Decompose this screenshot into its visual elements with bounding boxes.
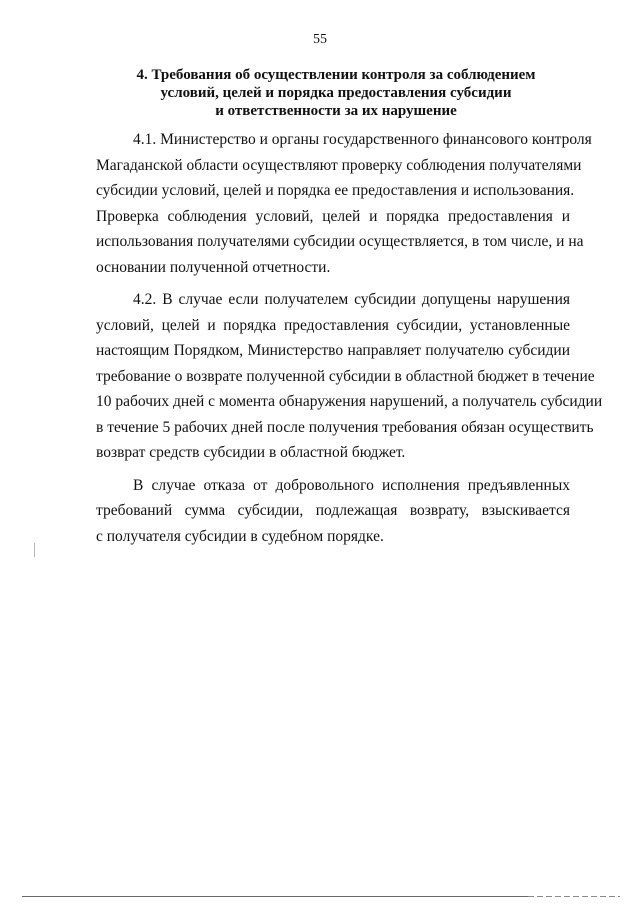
text-line: 10 рабочих дней с момента обнаружения нарушений, а получатель субсидии: [96, 393, 603, 410]
paragraph-4-2: [96, 287, 603, 466]
text-line: использования получателями субсидии осуществляется, в том числе, и на: [96, 233, 584, 250]
text-line: настоящим Порядком, Министерство направляет получателю субсидии: [96, 342, 570, 359]
section-heading-line: 4. Требования об осуществлении контроля за соблюдением: [136, 67, 536, 83]
text-line: субсидии условий, целей и порядка ее предоставления и использования.: [96, 182, 575, 199]
text-line: требований сумма субсидии, подлежащая возврату, взыскивается: [96, 502, 570, 519]
text-line: В случае отказа от добровольного исполнения предъявленных: [133, 476, 570, 494]
section-heading: [96, 66, 576, 120]
scan-artifact: [34, 543, 35, 557]
text-line: 4.2. В случае если получателем субсидии допущены нарушения: [133, 291, 570, 308]
text-line: Проверка соблюдения условий, целей и порядка предоставления и: [96, 207, 570, 225]
text-line: основании полученной отчетности.: [96, 258, 331, 276]
text-line: с получателя субсидии в судебном порядке.: [96, 527, 384, 545]
section-heading-line: и ответственности за их нарушение: [215, 103, 457, 119]
section-heading-line: условий, целей и порядка предоставления субсидии: [160, 85, 512, 101]
text-line: требование о возврате полученной субсидии в областной бюджет в течение: [96, 367, 595, 385]
text-line: 4.1. Министерство и органы государственного финансового контроля: [133, 131, 592, 148]
text-line: условий, целей и порядка предоставления субсидии, установленные: [96, 316, 570, 334]
bottom-rule-tail: [528, 896, 620, 897]
paragraph-4-1: [96, 127, 592, 280]
section-body: [96, 127, 603, 556]
page-number: 55: [313, 32, 327, 47]
paragraph-refusal: [96, 473, 570, 550]
bottom-rule: [22, 896, 528, 897]
text-line: возврат средств субсидии в областной бюджет.: [96, 444, 406, 461]
text-line: Магаданской области осуществляют проверку соблюдения получателями: [96, 156, 582, 174]
text-line: в течение 5 рабочих дней после получения требования обязан осуществить: [96, 418, 594, 436]
